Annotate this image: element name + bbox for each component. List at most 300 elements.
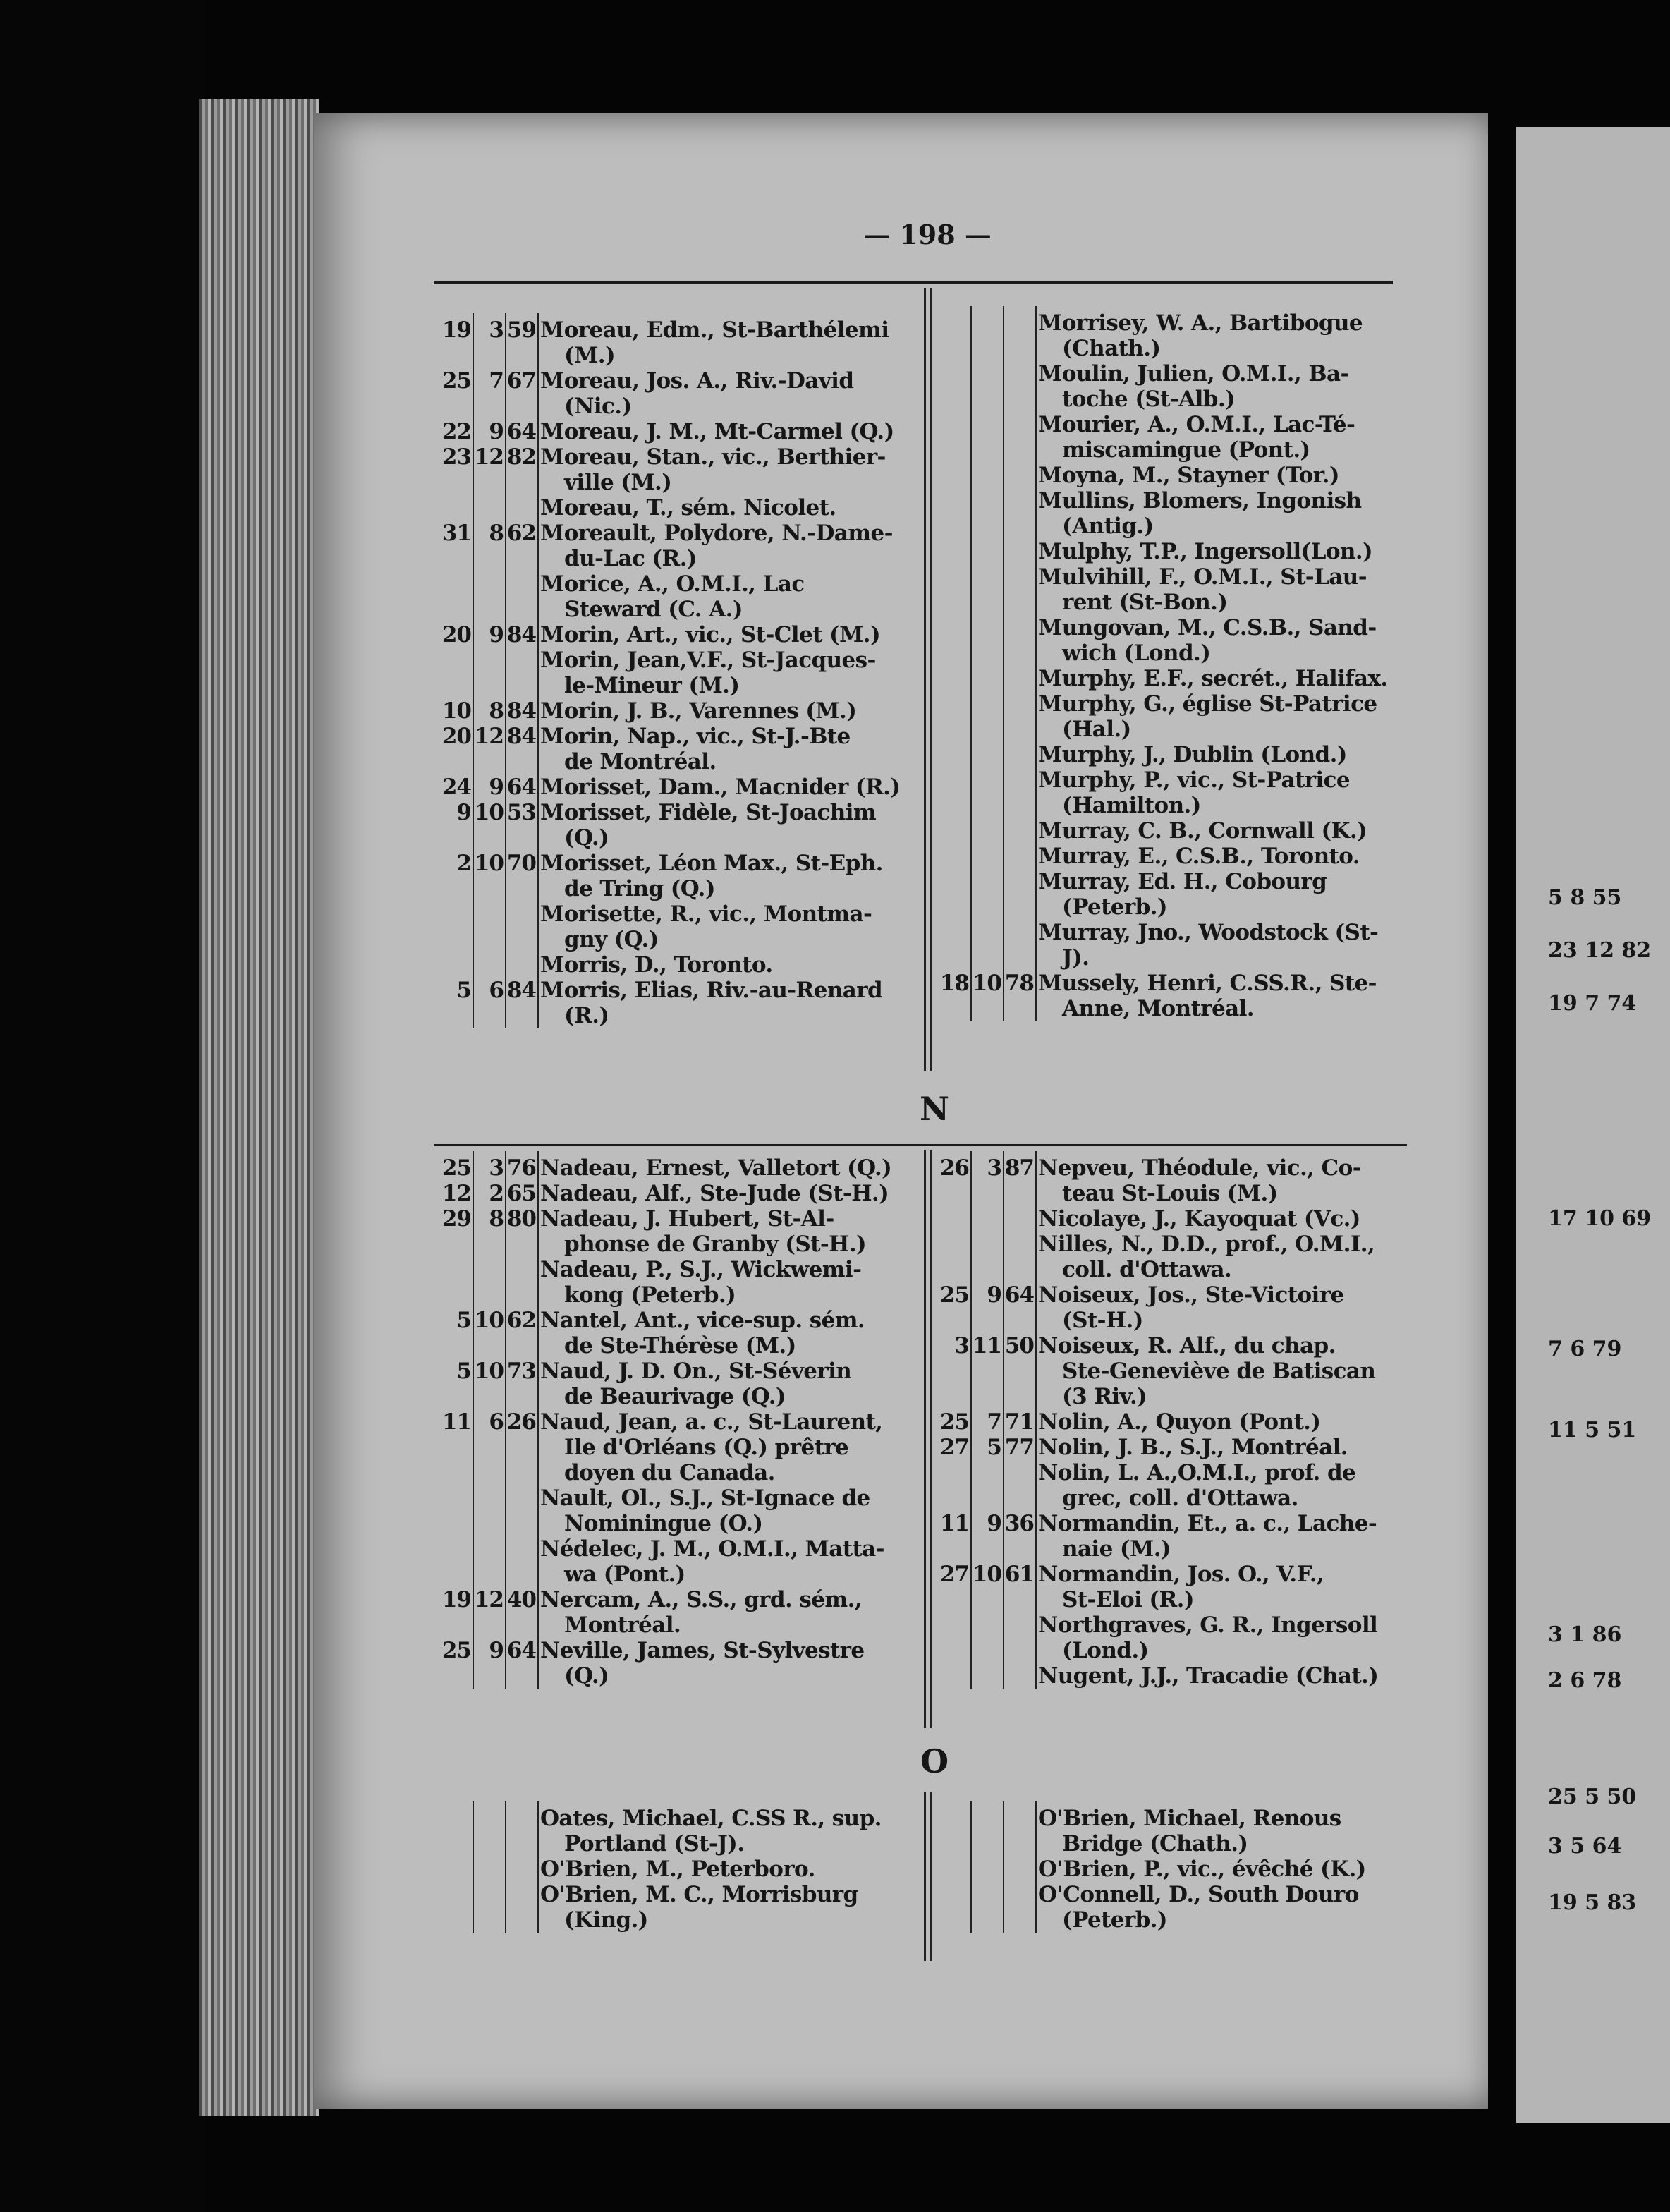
entry-line: wa (Pont.) (564, 1562, 685, 1587)
entry-line: (Chath.) (1062, 336, 1161, 361)
entry-date-c: 64 (506, 419, 536, 444)
entry-text (1034, 1511, 1377, 1562)
entry-date-a: 18 (939, 971, 969, 996)
entry-line: toche (St-Alb.) (1062, 387, 1236, 412)
directory-entry (937, 1612, 1430, 1663)
entry-date-a: 27 (939, 1562, 969, 1587)
entry-line: Nilles, N., D.D., prof., O.M.I., (1038, 1232, 1375, 1257)
entry-date-c: 40 (506, 1587, 536, 1612)
entry-text (1034, 1232, 1375, 1282)
header-rule (434, 281, 1393, 284)
number-column-rule (505, 1801, 506, 1933)
entry-line: J). (1062, 945, 1090, 971)
directory-entry (439, 851, 918, 901)
number-column-rule (473, 313, 474, 1028)
column-o-right (937, 1806, 1430, 1933)
entry-line: Nadeau, J. Hubert, St-Al- (540, 1206, 834, 1232)
directory-entry (439, 648, 918, 698)
entry-line: Anne, Montréal. (1062, 996, 1254, 1021)
entry-date-c: 82 (506, 444, 536, 470)
entry-text (536, 495, 836, 521)
directory-entry (937, 1663, 1430, 1689)
entry-date-a: 5 (456, 1359, 471, 1384)
adjacent-page-fragment: 19 7 74 (1548, 991, 1637, 1016)
entry-line: Morrisey, W. A., Bartibogue (1038, 310, 1363, 336)
entry-date-c: 62 (506, 521, 536, 546)
entry-line: kong (Peterb.) (564, 1282, 736, 1308)
entry-date-b: 12 (474, 724, 504, 749)
entry-text (1034, 1333, 1375, 1409)
entry-date-c: 73 (506, 1359, 536, 1384)
entry-date-a: 25 (441, 1638, 471, 1663)
entry-date-b: 9 (489, 1638, 504, 1663)
directory-entry (439, 1857, 918, 1882)
entry-text (1034, 412, 1355, 463)
column-n-right (937, 1155, 1430, 1689)
entry-line: Nolin, A., Quyon (Pont.) (1038, 1409, 1321, 1435)
entry-line: Murray, Ed. H., Cobourg (1038, 869, 1327, 894)
entry-text (1034, 767, 1350, 818)
entry-date-b: 8 (489, 521, 504, 546)
entry-date-a: 26 (939, 1155, 969, 1181)
entry-line: grec, coll. d'Ottawa. (1062, 1485, 1298, 1511)
entry-date-c: 62 (506, 1308, 536, 1333)
directory-entry (439, 698, 918, 724)
entry-line: Morisset, Dam., Macnider (R.) (540, 774, 901, 800)
entry-text (1034, 488, 1361, 539)
column-divider (924, 1150, 926, 1728)
entry-line: Morris, D., Toronto. (540, 952, 773, 978)
entry-line: (Q.) (564, 825, 609, 851)
directory-entry (439, 1308, 918, 1359)
entry-date-a: 2 (456, 851, 471, 876)
entry-date-b: 12 (474, 444, 504, 470)
entry-text (1034, 844, 1360, 869)
entry-line: Mussely, Henri, C.SS.R., Ste- (1038, 971, 1377, 996)
entry-date-a: 25 (939, 1282, 969, 1308)
directory-entry (937, 844, 1430, 869)
entry-line: (R.) (564, 1003, 609, 1028)
entry-line: Naud, J. D. On., St-Séverin (540, 1359, 852, 1384)
entry-text (536, 1155, 891, 1181)
entry-line: miscamingue (Pont.) (1062, 437, 1310, 463)
entry-date-b: 10 (474, 851, 504, 876)
directory-entry (937, 742, 1430, 767)
entry-text (1034, 1806, 1341, 1857)
entry-text (1034, 615, 1377, 666)
entry-date-b: 5 (987, 1435, 1001, 1460)
number-column-rule (473, 1151, 474, 1689)
entry-date-a: 23 (441, 444, 471, 470)
number-column-rule (1003, 1151, 1004, 1689)
entry-text (536, 1359, 851, 1409)
directory-entry (439, 571, 918, 622)
entry-date-a: 27 (939, 1435, 969, 1460)
entry-text (1034, 1206, 1360, 1232)
entry-line: Nercam, A., S.S., grd. sém., (540, 1587, 862, 1612)
entry-text (1034, 463, 1339, 488)
entry-line: Northgraves, G. R., Ingersoll (1038, 1612, 1378, 1638)
entry-date-c: 84 (506, 978, 536, 1003)
page-number: — 198 — (863, 219, 992, 250)
number-column-rule (1035, 1151, 1037, 1689)
entry-line: wich (Lond.) (1062, 640, 1211, 666)
column-divider (930, 1792, 932, 1961)
entry-date-c: 87 (1004, 1155, 1034, 1181)
adjacent-page-fragment: 3 5 64 (1548, 1834, 1622, 1859)
entry-date-b: 10 (972, 971, 1001, 996)
entry-text (1034, 1409, 1320, 1435)
entry-text (536, 774, 900, 800)
entry-text (1034, 920, 1378, 971)
entry-text (1034, 1882, 1359, 1933)
directory-entry (439, 317, 918, 368)
directory-entry (439, 444, 918, 495)
entry-text (536, 1638, 865, 1689)
directory-entry (937, 1857, 1430, 1882)
directory-entry (439, 1359, 918, 1409)
entry-text (536, 698, 856, 724)
adjacent-page-fragment: 11 5 51 (1548, 1418, 1637, 1442)
entry-text (536, 622, 880, 648)
entry-date-a: 11 (441, 1409, 471, 1435)
entry-line: Murphy, P., vic., St-Patrice (1038, 767, 1350, 793)
entry-line: Nantel, Ant., vice-sup. sém. (540, 1308, 865, 1333)
entry-date-a: 29 (441, 1206, 471, 1232)
directory-entry (937, 1882, 1430, 1933)
entry-line: gny (Q.) (564, 927, 659, 952)
directory-entry (937, 488, 1430, 539)
entry-line: Bridge (Chath.) (1062, 1831, 1248, 1857)
number-column-rule (1035, 1801, 1037, 1933)
entry-line: Murphy, J., Dublin (Lond.) (1038, 742, 1347, 767)
entry-date-b: 9 (987, 1511, 1001, 1536)
directory-entry (439, 1257, 918, 1308)
entry-date-a: 22 (441, 419, 471, 444)
entry-date-b: 9 (489, 419, 504, 444)
entry-line: (Lond.) (1062, 1638, 1149, 1663)
number-column-rule (537, 1151, 539, 1689)
directory-entry (439, 1882, 918, 1933)
entry-date-b: 10 (474, 1359, 504, 1384)
entry-date-b: 2 (489, 1181, 504, 1206)
entry-date-b: 10 (972, 1562, 1001, 1587)
entry-line: (Nic.) (564, 394, 632, 419)
directory-entry (439, 622, 918, 648)
entry-line: Nadeau, P., S.J., Wickwemi- (540, 1257, 862, 1282)
adjacent-page-fragment: 5 8 55 (1548, 885, 1622, 910)
adjacent-page-fragment: 17 10 69 (1548, 1206, 1652, 1231)
entry-line: Nicolaye, J., Kayoquat (Vc.) (1038, 1206, 1360, 1232)
directory-entry (439, 800, 918, 851)
directory-entry (937, 1435, 1430, 1460)
entry-line: Morice, A., O.M.I., Lac (540, 571, 805, 597)
directory-entry (937, 1511, 1430, 1562)
entry-line: Moyna, M., Stayner (Tor.) (1038, 463, 1339, 488)
entry-date-a: 9 (456, 800, 471, 825)
entry-text (1034, 361, 1349, 412)
directory-entry (439, 521, 918, 571)
entry-date-b: 3 (489, 317, 504, 343)
directory-entry (439, 901, 918, 952)
directory-entry (937, 539, 1430, 564)
entry-line: (Antig.) (1062, 514, 1154, 539)
number-column-rule (505, 313, 506, 1028)
directory-entry (937, 920, 1430, 971)
directory-entry (439, 1536, 918, 1587)
entry-text (536, 444, 886, 495)
entry-line: (Peterb.) (1062, 894, 1167, 920)
entry-line: Murray, E., C.S.B., Toronto. (1038, 844, 1360, 869)
entry-line: Ile d'Orléans (Q.) prêtre (564, 1435, 849, 1460)
entry-date-c: 78 (1004, 971, 1034, 996)
entry-line: Noiseux, R. Alf., du chap. (1038, 1333, 1336, 1359)
directory-entry (937, 666, 1430, 691)
entry-date-b: 7 (489, 368, 504, 394)
entry-text (536, 1181, 889, 1206)
directory-entry (937, 412, 1430, 463)
directory-entry (439, 1638, 918, 1689)
entry-text (1034, 971, 1377, 1021)
entry-date-b: 10 (474, 800, 504, 825)
number-column-rule (473, 1801, 474, 1933)
entry-line: Portland (St-J). (564, 1831, 745, 1857)
entry-line: O'Brien, M., Peterboro. (540, 1857, 815, 1882)
entry-line: (Q.) (564, 1663, 609, 1689)
entry-line: Noiseux, Jos., Ste-Victoire (1038, 1282, 1344, 1308)
entry-line: Nadeau, Alf., Ste-Jude (St-H.) (540, 1181, 889, 1206)
directory-entry (937, 971, 1430, 1021)
entry-text (1034, 564, 1367, 615)
entry-date-b: 9 (489, 774, 504, 800)
entry-line: de Ste-Thérèse (M.) (564, 1333, 796, 1359)
entry-line: O'Brien, Michael, Renous (1038, 1806, 1341, 1831)
entry-line: du-Lac (R.) (564, 546, 697, 571)
entry-line: Moreau, Jos. A., Riv.-David (540, 368, 854, 394)
entry-line: Murray, C. B., Cornwall (K.) (1038, 818, 1367, 844)
entry-line: Normandin, Et., a. c., Lache- (1038, 1511, 1377, 1536)
directory-entry (937, 1206, 1430, 1232)
entry-date-a: 5 (456, 1308, 471, 1333)
entry-line: (Peterb.) (1062, 1907, 1167, 1933)
entry-date-a: 19 (441, 1587, 471, 1612)
entry-text (536, 521, 893, 571)
entry-line: Morin, Art., vic., St-Clet (M.) (540, 622, 881, 648)
directory-entry (937, 564, 1430, 615)
entry-text (1034, 742, 1347, 767)
directory-entry (937, 1409, 1430, 1435)
entry-date-a: 19 (441, 317, 471, 343)
directory-entry (439, 1206, 918, 1257)
adjacent-page-fragment: 19 5 83 (1548, 1890, 1637, 1915)
number-column-rule (970, 306, 972, 1021)
entry-date-b: 7 (987, 1409, 1001, 1435)
entry-line: Neville, James, St-Sylvestre (540, 1638, 865, 1663)
directory-entry (937, 463, 1430, 488)
entry-line: Mourier, A., O.M.I., Lac-Té- (1038, 412, 1355, 437)
entry-date-b: 11 (972, 1333, 1001, 1359)
directory-entry (439, 1155, 918, 1181)
entry-text (1034, 666, 1388, 691)
entry-line: Montréal. (564, 1612, 681, 1638)
entry-line: Oates, Michael, C.SS R., sup. (540, 1806, 882, 1831)
entry-line: Morisset, Fidèle, St-Joachim (540, 800, 877, 825)
entry-text (536, 648, 876, 698)
entry-date-b: 9 (987, 1282, 1001, 1308)
entry-date-a: 12 (441, 1181, 471, 1206)
entry-line: Nepveu, Théodule, vic., Co- (1038, 1155, 1361, 1181)
entry-line: Morin, Nap., vic., St-J.-Bte (540, 724, 851, 749)
entry-date-c: 71 (1004, 1409, 1034, 1435)
directory-entry (439, 1409, 918, 1485)
entry-date-c: 67 (506, 368, 536, 394)
entry-text (536, 724, 851, 774)
entry-line: Nugent, J.J., Tracadie (Chat.) (1038, 1663, 1379, 1689)
entry-line: (King.) (564, 1907, 648, 1933)
directory-entry (439, 952, 918, 978)
directory-entry (937, 767, 1430, 818)
entry-date-c: 76 (506, 1155, 536, 1181)
entry-line: Nolin, J. B., S.J., Montréal. (1038, 1435, 1348, 1460)
directory-entry (937, 1282, 1430, 1333)
entry-text (536, 952, 773, 978)
background-dark (0, 0, 205, 2212)
entry-date-a: 5 (456, 978, 471, 1003)
entry-line: Nolin, L. A.,O.M.I., prof. de (1038, 1460, 1356, 1485)
column-m-right (937, 310, 1430, 1021)
entry-line: Normandin, Jos. O., V.F., (1038, 1562, 1324, 1587)
entry-line: ville (M.) (564, 470, 672, 495)
entry-line: naie (M.) (1062, 1536, 1171, 1562)
entry-text (536, 1206, 866, 1257)
entry-line: St-Eloi (R.) (1062, 1587, 1194, 1612)
entry-line: Nédelec, J. M., O.M.I., Matta- (540, 1536, 884, 1562)
entry-date-c: 64 (506, 1638, 536, 1663)
entry-text (1034, 1562, 1324, 1612)
entry-text (1034, 1663, 1378, 1689)
page-edges (199, 99, 319, 2116)
entry-line: Murray, Jno., Woodstock (St- (1038, 920, 1379, 945)
entry-date-c: 26 (506, 1409, 536, 1435)
column-divider (924, 288, 926, 1071)
entry-date-c: 70 (506, 851, 536, 876)
directory-entry (937, 361, 1430, 412)
entry-text (1034, 1460, 1355, 1511)
entry-line: (St-H.) (1062, 1308, 1143, 1333)
column-m-left (439, 317, 918, 1028)
entry-date-b: 10 (474, 1308, 504, 1333)
entry-line: Mulvihill, F., O.M.I., St-Lau- (1038, 564, 1367, 590)
adjacent-page-fragment: 2 6 78 (1548, 1668, 1622, 1693)
entry-text (536, 317, 889, 368)
entry-date-c: 53 (506, 800, 536, 825)
entry-line: Mullins, Blomers, Ingonish (1038, 488, 1362, 514)
directory-entry (937, 1155, 1430, 1206)
entry-date-a: 10 (441, 698, 471, 724)
entry-date-a: 25 (441, 368, 471, 394)
directory-entry (439, 1587, 918, 1638)
entry-line: phonse de Granby (St-H.) (564, 1232, 867, 1257)
entry-text (1034, 1857, 1366, 1882)
entry-date-b: 8 (489, 698, 504, 724)
entry-date-c: 36 (1004, 1511, 1034, 1536)
entry-line: doyen du Canada. (564, 1460, 775, 1485)
entry-date-b: 6 (489, 978, 504, 1003)
entry-date-b: 3 (489, 1155, 504, 1181)
entry-text (536, 1882, 858, 1933)
entry-date-c: 61 (1004, 1562, 1034, 1587)
number-column-rule (1003, 306, 1004, 1021)
column-divider (930, 288, 932, 1071)
entry-text (536, 1587, 862, 1638)
entry-text (1034, 310, 1363, 361)
entry-text (1034, 1612, 1377, 1663)
entry-date-c: 50 (1004, 1333, 1034, 1359)
entry-line: O'Brien, M. C., Morrisburg (540, 1882, 858, 1907)
entry-text (1034, 1155, 1361, 1206)
entry-line: (M.) (564, 343, 616, 368)
entry-date-c: 84 (506, 724, 536, 749)
entry-date-b: 12 (474, 1587, 504, 1612)
entry-text (536, 1308, 865, 1359)
entry-date-a: 25 (441, 1155, 471, 1181)
entry-text (536, 571, 805, 622)
directory-entry (439, 495, 918, 521)
entry-line: Morin, Jean,V.F., St-Jacques- (540, 648, 876, 673)
directory-entry (937, 615, 1430, 666)
entry-text (536, 1536, 884, 1587)
entry-date-b: 3 (987, 1155, 1001, 1181)
entry-date-c: 65 (506, 1181, 536, 1206)
entry-line: Murphy, G., église St-Patrice (1038, 691, 1377, 717)
directory-entry (439, 1181, 918, 1206)
entry-line: Nadeau, Ernest, Valletort (Q.) (540, 1155, 892, 1181)
entry-line: Moreau, Edm., St-Barthélemi (540, 317, 889, 343)
adjacent-page-fragment: 3 1 86 (1548, 1622, 1622, 1647)
entry-date-c: 77 (1004, 1435, 1034, 1460)
directory-entry (439, 368, 918, 419)
entry-line: Nault, Ol., S.J., St-Ignace de (540, 1485, 870, 1511)
adjacent-page-fragment: 7 6 79 (1548, 1337, 1622, 1361)
entry-line: de Tring (Q.) (564, 876, 715, 901)
directory-entry (937, 1562, 1430, 1612)
entry-date-b: 9 (489, 622, 504, 648)
entry-text (536, 1409, 882, 1485)
entry-date-c: 64 (1004, 1282, 1034, 1308)
entry-date-a: 3 (954, 1333, 969, 1359)
number-column-rule (537, 1801, 539, 1933)
entry-date-c: 84 (506, 698, 536, 724)
entry-line: (3 Riv.) (1062, 1384, 1147, 1409)
entry-text (1034, 1282, 1344, 1333)
entry-line: (Hamilton.) (1062, 793, 1201, 818)
section-letter-o: O (920, 1742, 949, 1780)
entry-line: Morin, J. B., Varennes (M.) (540, 698, 857, 724)
number-column-rule (1003, 1801, 1004, 1933)
directory-entry (439, 724, 918, 774)
entry-date-c: 84 (506, 622, 536, 648)
entry-line: le-Mineur (M.) (564, 673, 740, 698)
entry-text (1034, 539, 1372, 564)
number-column-rule (505, 1151, 506, 1689)
entry-line: (Hal.) (1062, 717, 1131, 742)
directory-entry (937, 1333, 1430, 1409)
entry-text (536, 978, 882, 1028)
entry-line: Murphy, E.F., secrét., Halifax. (1038, 666, 1388, 691)
entry-text (1034, 818, 1367, 844)
entry-line: Mulphy, T.P., Ingersoll(Lon.) (1038, 539, 1373, 564)
number-column-rule (970, 1151, 972, 1689)
